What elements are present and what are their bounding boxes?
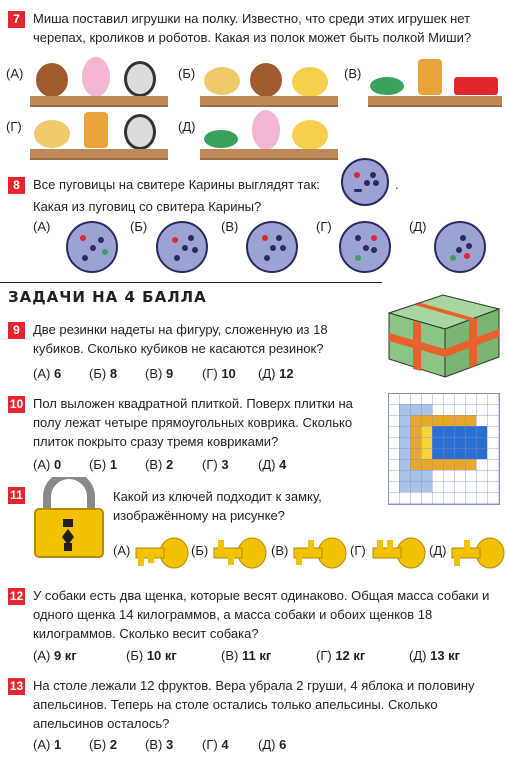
padlock-image: [33, 477, 105, 559]
answer-13-c[interactable]: (В) 3: [145, 737, 174, 752]
answer-9-d[interactable]: (Г) 10: [202, 366, 236, 381]
option-8-c[interactable]: (В): [221, 219, 239, 234]
button-option-d-image: [339, 221, 391, 273]
option-7-a[interactable]: (А): [6, 66, 24, 81]
answer-13-b[interactable]: (Б) 2: [89, 737, 118, 752]
bear-toy: [250, 63, 282, 97]
bear-toy: [36, 63, 68, 97]
shelf: [30, 96, 168, 107]
question-8-text-line1: Все пуговицы на свитере Карины выглядят так:: [33, 177, 320, 192]
key-option-d-image: [371, 536, 427, 570]
turtle-toy: [204, 130, 238, 148]
shelf: [30, 149, 168, 160]
question-8-text-line2: Какая из пуговиц со свитера Карины?: [33, 199, 262, 214]
section-title: ЗАДАЧИ НА 4 БАЛЛА: [8, 288, 207, 306]
button-option-a-image: [66, 221, 118, 273]
button-option-c-image: [246, 221, 298, 273]
button-option-e-image: [434, 221, 486, 273]
key-option-a-image: [134, 536, 190, 570]
question-13-text: На столе лежали 12 фруктов. Вера убрала 2 груши, 4 яблока и половину апельсинов. Теперь на столе остались только апельсины. Сколько апельсинов осталось?: [33, 678, 475, 731]
option-8-e[interactable]: (Д): [409, 219, 427, 234]
sample-button-image: [341, 158, 389, 206]
key-option-c-image: [292, 536, 348, 570]
bunny-toy: [82, 57, 110, 97]
answer-12-c[interactable]: (В) 11 кг: [221, 648, 272, 663]
shelf-b-image: [200, 55, 338, 105]
question-7-text: Миша поставил игрушки на полку. Известно, что среди этих игрушек нет черепах, кроликов и роботов. Какая из полок может быть полкой Миши?: [33, 11, 472, 45]
answer-12-e[interactable]: (Д) 13 кг: [409, 648, 461, 663]
question-number-13: 13: [9, 679, 24, 693]
option-11-d[interactable]: (Г): [350, 543, 366, 558]
answer-10-b[interactable]: (Б) 1: [89, 457, 118, 472]
question-11-text: Какой из ключей подходит к замку, изображённому на рисунке?: [113, 489, 322, 523]
option-8-a[interactable]: (А): [33, 219, 51, 234]
question-number-8: 8: [8, 177, 25, 194]
robot-toy: [418, 59, 442, 95]
answer-9-e[interactable]: (Д) 12: [258, 366, 294, 381]
key-option-e-image: [450, 536, 506, 570]
robot-toy: [84, 112, 108, 148]
key-option-b-image: [212, 536, 268, 570]
bunny-toy: [252, 110, 280, 150]
option-11-a[interactable]: (А): [113, 543, 131, 558]
panda-toy: [124, 61, 156, 97]
cube-figure-image: [385, 285, 503, 380]
horse-toy: [34, 120, 70, 148]
turtle-toy: [370, 77, 404, 95]
answer-9-a[interactable]: (А) 6: [33, 366, 62, 381]
train-toy: [454, 77, 498, 95]
answer-12-a[interactable]: (А) 9 кг: [33, 648, 77, 663]
chick-toy: [292, 67, 328, 97]
shelf-e-image: [200, 108, 338, 158]
answer-12-d[interactable]: (Г) 12 кг: [316, 648, 366, 663]
shelf-a-image: [30, 55, 168, 105]
option-11-e[interactable]: (Д): [429, 543, 447, 558]
answer-9-b[interactable]: (Б) 8: [89, 366, 118, 381]
answer-13-e[interactable]: (Д) 6: [258, 737, 287, 752]
question-number-11: 11: [8, 487, 25, 504]
option-7-b[interactable]: (Б): [178, 66, 196, 81]
option-7-c[interactable]: (В): [344, 66, 362, 81]
shelf-c-image: [368, 55, 502, 105]
answer-13-d[interactable]: (Г) 4: [202, 737, 229, 752]
tile-grid-image: [388, 393, 502, 507]
question-number-9: 9: [8, 322, 25, 339]
answer-9-c[interactable]: (В) 9: [145, 366, 174, 381]
answer-10-a[interactable]: (А) 0: [33, 457, 62, 472]
shelf-d-image: [30, 108, 168, 158]
shelf: [200, 96, 338, 107]
option-11-b[interactable]: (Б): [191, 543, 209, 558]
heart-dot: [354, 172, 360, 178]
answer-10-d[interactable]: (Г) 3: [202, 457, 229, 472]
answer-10-c[interactable]: (В) 2: [145, 457, 174, 472]
section-divider: [0, 282, 382, 283]
question-9-text: Две резинки надеты на фигуру, сложенную из 18 кубиков. Сколько кубиков не касаются резинок?: [33, 322, 328, 356]
shelf: [368, 96, 502, 107]
question-8-period: .: [395, 177, 399, 192]
answer-10-e[interactable]: (Д) 4: [258, 457, 287, 472]
chick-toy: [292, 120, 328, 150]
option-7-e[interactable]: (Д): [178, 119, 196, 134]
option-8-d[interactable]: (Г): [316, 219, 332, 234]
question-10-text: Пол выложен квадратной плиткой. Поверх плитки на полу лежат четыре прямоугольных коврика. Сколько плиток покрыто сразу тремя ковриками?: [33, 396, 353, 449]
question-number-12: 12: [9, 589, 24, 603]
question-number-7: 7: [8, 11, 25, 28]
option-8-b[interactable]: (Б): [130, 219, 148, 234]
answer-13-a[interactable]: (А) 1: [33, 737, 62, 752]
answer-12-b[interactable]: (Б) 10 кг: [126, 648, 177, 663]
option-11-c[interactable]: (В): [271, 543, 289, 558]
option-7-d[interactable]: (Г): [6, 119, 22, 134]
horse-toy: [204, 67, 240, 95]
button-option-b-image: [156, 221, 208, 273]
question-12-text: У собаки есть два щенка, которые весят одинаково. Общая масса собаки и одного щенка 14 килограммов, а масса собаки и обоих щенков 18 килограммов. Сколько весит собака?: [33, 588, 490, 641]
shelf: [200, 149, 338, 160]
panda-toy: [124, 114, 156, 150]
question-number-10: 10: [9, 397, 24, 411]
